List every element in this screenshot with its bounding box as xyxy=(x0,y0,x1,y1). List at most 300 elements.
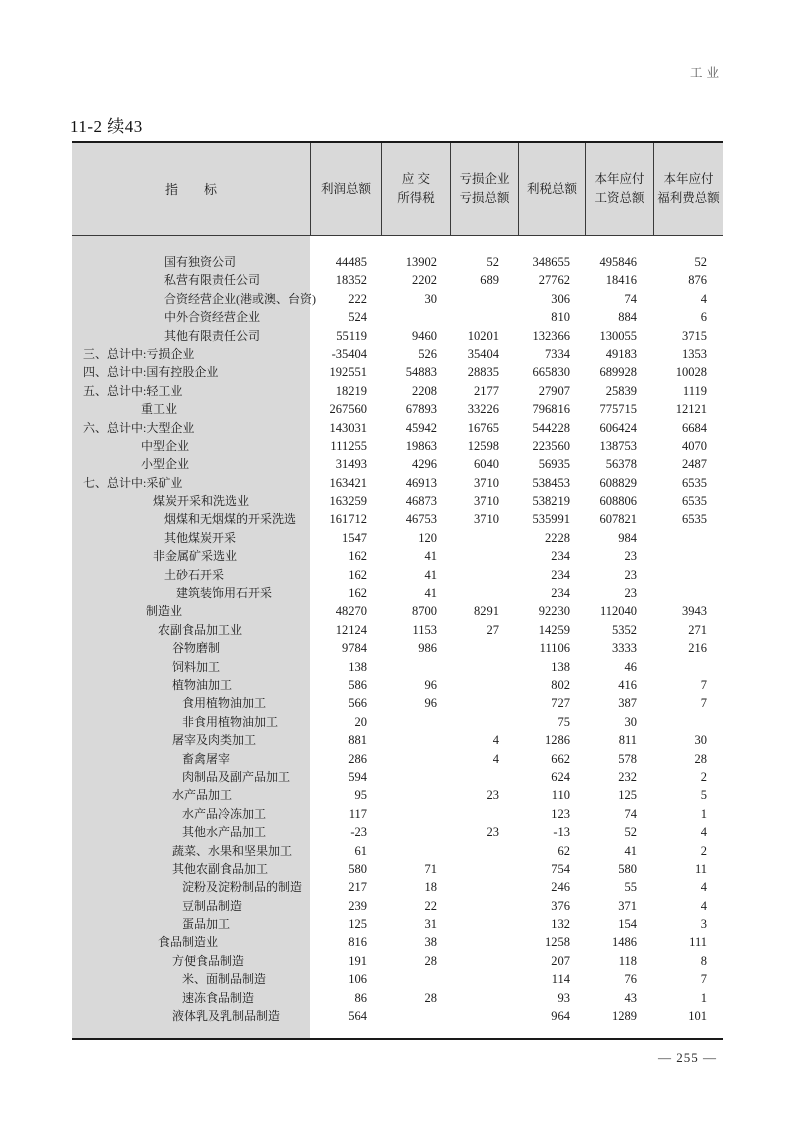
value-cell: 387 xyxy=(618,696,637,711)
value-cell: 28835 xyxy=(467,365,499,380)
table-row xyxy=(72,529,723,547)
value-cell: 12121 xyxy=(675,402,707,417)
value-cell: 162 xyxy=(348,549,367,564)
value-cell: 27762 xyxy=(538,273,570,288)
value-cell: 191 xyxy=(348,953,367,968)
column-header-line: 利润总额 xyxy=(320,181,371,196)
value-cell xyxy=(450,694,518,712)
value-cell: 964 xyxy=(551,1009,570,1024)
value-cell: 114 xyxy=(551,972,570,987)
value-cell: 6535 xyxy=(682,512,707,527)
value-cell: 35404 xyxy=(467,346,499,361)
row-label: 蛋品加工 xyxy=(182,917,231,932)
value-cell: 163421 xyxy=(329,475,367,490)
value-cell: 138 xyxy=(348,659,367,674)
value-cell: 101 xyxy=(688,1009,707,1024)
value-cell: 28 xyxy=(694,751,707,766)
column-header-line: 利税总额 xyxy=(526,181,577,196)
value-cell: 2 xyxy=(700,843,707,858)
row-label: 豆制品制造 xyxy=(182,898,243,913)
value-cell xyxy=(653,547,723,565)
value-cell xyxy=(653,566,723,584)
row-label: 植物油加工 xyxy=(172,677,233,692)
table-row xyxy=(72,989,723,1007)
row-label: 屠宰及肉类加工 xyxy=(172,733,257,748)
value-cell: 586 xyxy=(348,677,367,692)
value-cell: 110 xyxy=(551,788,570,803)
value-cell: 9784 xyxy=(342,641,367,656)
row-label: 蔬菜、水果和坚果加工 xyxy=(172,843,293,858)
value-cell: 2177 xyxy=(474,383,499,398)
value-cell: 28 xyxy=(424,953,437,968)
value-cell: 884 xyxy=(618,310,637,325)
table-row xyxy=(72,970,723,988)
value-cell: 246 xyxy=(551,880,570,895)
value-cell: 23 xyxy=(486,825,499,840)
value-cell: 12124 xyxy=(335,622,367,637)
table-row xyxy=(72,455,723,473)
chapter-corner-label: 工业 xyxy=(689,66,723,80)
value-cell: 271 xyxy=(688,622,707,637)
value-cell xyxy=(653,529,723,547)
value-cell: 138753 xyxy=(599,438,637,453)
value-cell: 802 xyxy=(551,677,570,692)
value-cell: 5352 xyxy=(612,622,637,637)
table-row xyxy=(72,713,723,731)
value-cell xyxy=(450,952,518,970)
value-cell: 11 xyxy=(694,861,707,876)
value-cell: 138 xyxy=(551,659,570,674)
value-cell: 61 xyxy=(354,843,367,858)
table-row xyxy=(72,474,723,492)
column-header-line: 应 交 xyxy=(401,172,431,186)
table-row xyxy=(72,345,723,363)
value-cell: 8291 xyxy=(474,604,499,619)
value-cell xyxy=(450,639,518,657)
value-cell: 984 xyxy=(618,530,637,545)
column-header xyxy=(585,143,653,235)
row-label: 其他水产品加工 xyxy=(182,825,267,840)
value-cell xyxy=(381,750,450,768)
value-cell: 52 xyxy=(624,825,637,840)
value-cell: 92230 xyxy=(538,604,570,619)
table-row xyxy=(72,510,723,528)
value-cell: 117 xyxy=(348,806,367,821)
value-cell: 7334 xyxy=(545,346,570,361)
value-cell: 1289 xyxy=(612,1009,637,1024)
table-row xyxy=(72,897,723,915)
value-cell: 564 xyxy=(348,1009,367,1024)
table-row xyxy=(72,547,723,565)
value-cell: 816 xyxy=(348,935,367,950)
table-row xyxy=(72,621,723,639)
value-cell: 14259 xyxy=(538,622,570,637)
row-label: 谷物磨制 xyxy=(172,641,221,656)
table-row xyxy=(72,823,723,841)
value-cell xyxy=(381,658,450,676)
value-cell: 3333 xyxy=(612,641,637,656)
value-cell: 96 xyxy=(424,696,437,711)
value-cell: 608829 xyxy=(599,475,637,490)
row-label: 非食用植物油加工 xyxy=(182,714,279,729)
value-cell: 48270 xyxy=(335,604,367,619)
value-cell: 41 xyxy=(424,567,437,582)
value-cell: 75 xyxy=(557,714,570,729)
row-label: 中外合资经营企业 xyxy=(164,310,261,325)
value-cell: 811 xyxy=(618,733,637,748)
value-cell: 1486 xyxy=(612,935,637,950)
table-row xyxy=(72,400,723,418)
value-cell: 28 xyxy=(424,990,437,1005)
column-header xyxy=(450,143,518,235)
value-cell: 44485 xyxy=(335,255,367,269)
value-cell: 526 xyxy=(418,346,437,361)
value-cell: 1547 xyxy=(342,530,367,545)
value-cell: 62 xyxy=(557,843,570,858)
value-cell: 112040 xyxy=(599,604,637,619)
table-row xyxy=(72,658,723,676)
value-cell: 30 xyxy=(424,291,437,306)
value-cell: 4 xyxy=(700,880,707,895)
value-cell xyxy=(450,676,518,694)
value-cell: 7 xyxy=(700,696,707,711)
value-cell: 33226 xyxy=(467,402,499,417)
value-cell xyxy=(381,731,450,749)
value-cell: 495846 xyxy=(599,255,637,269)
row-label: 重工业 xyxy=(141,402,178,417)
table-row xyxy=(72,805,723,823)
value-cell: 9460 xyxy=(412,328,437,343)
value-cell: 23 xyxy=(624,567,637,582)
value-cell: 23 xyxy=(624,549,637,564)
column-header-line: 福利费总额 xyxy=(657,191,720,205)
row-label: 非金属矿采选业 xyxy=(153,549,238,564)
row-label: 米、面制品制造 xyxy=(182,972,267,987)
row-label: 水产品冷冻加工 xyxy=(182,806,267,821)
value-cell xyxy=(381,1007,450,1025)
value-cell xyxy=(381,768,450,786)
value-cell: 223560 xyxy=(532,438,570,453)
value-cell xyxy=(450,1007,518,1025)
row-label: 其他农副食品加工 xyxy=(172,861,269,876)
value-cell xyxy=(381,786,450,804)
table-row xyxy=(72,842,723,860)
value-cell xyxy=(381,970,450,988)
table-row xyxy=(72,253,723,271)
value-cell: 6535 xyxy=(682,494,707,509)
value-cell xyxy=(450,897,518,915)
value-cell: 132 xyxy=(551,917,570,932)
value-cell xyxy=(450,970,518,988)
value-cell: 2208 xyxy=(412,383,437,398)
value-cell: 56935 xyxy=(538,457,570,472)
table-title: 11-2 续43 xyxy=(70,117,143,136)
value-cell: -35404 xyxy=(331,346,367,361)
value-cell: 8700 xyxy=(412,604,437,619)
value-cell: 416 xyxy=(618,677,637,692)
value-cell: 130055 xyxy=(599,328,637,343)
column-header-line: 工资总额 xyxy=(594,191,645,205)
row-label: 畜禽屠宰 xyxy=(182,751,231,766)
value-cell: 132366 xyxy=(532,328,570,343)
table-row xyxy=(72,584,723,602)
row-label: 淀粉及淀粉制品的制造 xyxy=(182,880,303,895)
value-cell: 216 xyxy=(688,641,707,656)
value-cell: 93 xyxy=(557,990,570,1005)
value-cell: 876 xyxy=(688,273,707,288)
value-cell: 6040 xyxy=(474,457,499,472)
value-cell: 6535 xyxy=(682,475,707,490)
value-cell: 27 xyxy=(486,622,499,637)
value-cell: 538453 xyxy=(532,475,570,490)
value-cell: 217 xyxy=(348,880,367,895)
row-label: 煤炭开采和洗选业 xyxy=(153,494,250,509)
value-cell: 54883 xyxy=(405,365,437,380)
value-cell: 18416 xyxy=(605,273,637,288)
value-cell: 11106 xyxy=(539,641,570,656)
value-cell xyxy=(653,713,723,731)
table-row xyxy=(72,952,723,970)
value-cell: 143031 xyxy=(329,420,367,435)
value-cell: 234 xyxy=(551,567,570,582)
value-cell: 4 xyxy=(700,898,707,913)
table-row xyxy=(72,1007,723,1025)
value-cell: 76 xyxy=(624,972,637,987)
value-cell: 535991 xyxy=(532,512,570,527)
value-cell xyxy=(381,842,450,860)
value-cell: 20 xyxy=(354,714,367,729)
value-cell: 376 xyxy=(551,898,570,913)
value-cell: 111255 xyxy=(330,438,367,453)
value-cell xyxy=(381,713,450,731)
statistics-table xyxy=(72,141,723,1040)
value-cell xyxy=(653,584,723,602)
value-cell: 775715 xyxy=(599,402,637,417)
value-cell xyxy=(653,658,723,676)
value-cell: 86 xyxy=(354,990,367,1005)
value-cell: 1153 xyxy=(412,622,437,637)
value-cell: 810 xyxy=(551,310,570,325)
value-cell: 267560 xyxy=(329,402,367,417)
value-cell: 5 xyxy=(700,788,707,803)
row-label: 七、总计中:采矿业 xyxy=(83,475,183,490)
value-cell: 222 xyxy=(348,291,367,306)
value-cell: 162 xyxy=(348,586,367,601)
row-label: 四、总计中:国有控股企业 xyxy=(83,365,219,380)
value-cell: 594 xyxy=(348,769,367,784)
value-cell xyxy=(450,933,518,951)
value-cell: 74 xyxy=(624,291,637,306)
value-cell: 580 xyxy=(618,861,637,876)
table-row xyxy=(72,731,723,749)
value-cell xyxy=(450,768,518,786)
value-cell: 3 xyxy=(700,917,707,932)
value-cell xyxy=(450,915,518,933)
value-cell: 796816 xyxy=(532,402,570,417)
value-cell: 55119 xyxy=(336,328,367,343)
value-cell: -23 xyxy=(350,825,367,840)
table-row xyxy=(72,419,723,437)
row-label: 土砂石开采 xyxy=(164,567,225,582)
value-cell: 25839 xyxy=(605,383,637,398)
value-cell xyxy=(450,308,518,326)
value-cell: 45942 xyxy=(405,420,437,435)
row-label: 其他有限责任公司 xyxy=(164,328,261,343)
value-cell: 3943 xyxy=(682,604,707,619)
value-cell: 727 xyxy=(551,696,570,711)
value-cell: 23 xyxy=(486,788,499,803)
table-row xyxy=(72,750,723,768)
value-cell: 986 xyxy=(418,641,437,656)
value-cell: 8 xyxy=(700,953,707,968)
value-cell xyxy=(450,805,518,823)
value-cell: 207 xyxy=(551,953,570,968)
value-cell: 13902 xyxy=(405,255,437,269)
value-cell: 106 xyxy=(348,972,367,987)
row-label: 食品制造业 xyxy=(158,935,219,950)
value-cell: 371 xyxy=(618,898,637,913)
value-cell: 52 xyxy=(694,255,707,269)
table-row xyxy=(72,492,723,510)
value-cell: 56378 xyxy=(605,457,637,472)
value-cell: 162 xyxy=(348,567,367,582)
value-cell: 1258 xyxy=(545,935,570,950)
value-cell: 607821 xyxy=(599,512,637,527)
value-cell: 608806 xyxy=(599,494,637,509)
value-cell: 41 xyxy=(424,586,437,601)
table-row xyxy=(72,437,723,455)
row-label: 小型企业 xyxy=(141,457,190,472)
value-cell: 31 xyxy=(424,917,437,932)
value-cell: 4 xyxy=(700,291,707,306)
value-cell: 4 xyxy=(492,751,499,766)
value-cell: 161712 xyxy=(329,512,367,527)
row-label: 国有独资公司 xyxy=(164,255,237,269)
value-cell: 538219 xyxy=(532,494,570,509)
value-cell: 2228 xyxy=(545,530,570,545)
value-cell: 43 xyxy=(624,990,637,1005)
value-cell: 55 xyxy=(624,880,637,895)
value-cell: 10201 xyxy=(467,328,499,343)
value-cell: 12598 xyxy=(467,438,499,453)
value-cell xyxy=(450,547,518,565)
value-cell xyxy=(450,878,518,896)
row-label: 中型企业 xyxy=(141,438,190,453)
value-cell: 524 xyxy=(348,310,367,325)
value-cell: -13 xyxy=(553,825,570,840)
value-cell: 3710 xyxy=(474,475,499,490)
table-row xyxy=(72,933,723,951)
value-cell: 16765 xyxy=(467,420,499,435)
value-cell: 111 xyxy=(689,935,707,950)
value-cell: 125 xyxy=(348,917,367,932)
value-cell: 689 xyxy=(480,273,499,288)
value-cell: 566 xyxy=(348,696,367,711)
table-row xyxy=(72,860,723,878)
row-label: 合资经营企业(港或澳、台资) xyxy=(164,291,316,306)
column-header-line: 本年应付 xyxy=(663,172,714,186)
row-label: 私营有限责任公司 xyxy=(164,273,261,288)
row-label: 水产品加工 xyxy=(172,788,233,803)
value-cell xyxy=(381,805,450,823)
header-indicator: 指 标 xyxy=(164,181,217,197)
value-cell xyxy=(450,860,518,878)
value-cell: 1119 xyxy=(682,383,707,398)
value-cell: 18219 xyxy=(335,383,367,398)
column-header xyxy=(310,143,381,235)
value-cell xyxy=(381,308,450,326)
value-cell: 38 xyxy=(424,935,437,950)
value-cell: 46 xyxy=(624,659,637,674)
value-cell: 7 xyxy=(700,677,707,692)
row-label: 其他煤炭开采 xyxy=(164,530,237,545)
value-cell: 6 xyxy=(700,310,707,325)
value-cell: 624 xyxy=(551,769,570,784)
value-cell: 30 xyxy=(624,714,637,729)
value-cell: 67893 xyxy=(405,402,437,417)
value-cell: 2 xyxy=(700,769,707,784)
value-cell xyxy=(450,584,518,602)
value-cell: 96 xyxy=(424,677,437,692)
row-label: 速冻食品制造 xyxy=(182,990,255,1005)
value-cell: 123 xyxy=(551,806,570,821)
value-cell: 606424 xyxy=(599,420,637,435)
column-header xyxy=(381,143,450,235)
value-cell xyxy=(450,713,518,731)
value-cell: 30 xyxy=(694,733,707,748)
column-header xyxy=(653,143,723,235)
value-cell xyxy=(381,823,450,841)
value-cell xyxy=(450,529,518,547)
table-row xyxy=(72,308,723,326)
value-cell: 95 xyxy=(354,788,367,803)
row-label: 方便食品制造 xyxy=(172,953,245,968)
value-cell: 4070 xyxy=(682,438,707,453)
value-cell: 71 xyxy=(424,861,437,876)
value-cell: 754 xyxy=(551,861,570,876)
value-cell: 1353 xyxy=(682,346,707,361)
value-cell: 3710 xyxy=(474,512,499,527)
value-cell: 192551 xyxy=(329,365,367,380)
table-row xyxy=(72,363,723,381)
value-cell: 1 xyxy=(700,990,707,1005)
value-cell: 2487 xyxy=(682,457,707,472)
value-cell: 22 xyxy=(424,898,437,913)
value-cell: 1 xyxy=(700,806,707,821)
value-cell: 232 xyxy=(618,769,637,784)
value-cell: 689928 xyxy=(599,365,637,380)
value-cell xyxy=(450,566,518,584)
value-cell: 125 xyxy=(618,788,637,803)
row-label: 农副食品加工业 xyxy=(158,622,243,637)
row-label: 饲料加工 xyxy=(172,659,221,674)
table-row xyxy=(72,566,723,584)
table-header-row xyxy=(72,141,723,236)
value-cell xyxy=(450,658,518,676)
value-cell: 10028 xyxy=(675,365,707,380)
value-cell: 234 xyxy=(551,549,570,564)
table-row xyxy=(72,602,723,620)
value-cell: 580 xyxy=(348,861,367,876)
value-cell: 120 xyxy=(418,530,437,545)
table-row xyxy=(72,878,723,896)
value-cell: 163259 xyxy=(329,494,367,509)
value-cell: 544228 xyxy=(532,420,570,435)
table-row xyxy=(72,327,723,345)
column-header-line: 所得税 xyxy=(397,191,435,205)
value-cell: 4296 xyxy=(412,457,437,472)
value-cell: 4 xyxy=(700,825,707,840)
